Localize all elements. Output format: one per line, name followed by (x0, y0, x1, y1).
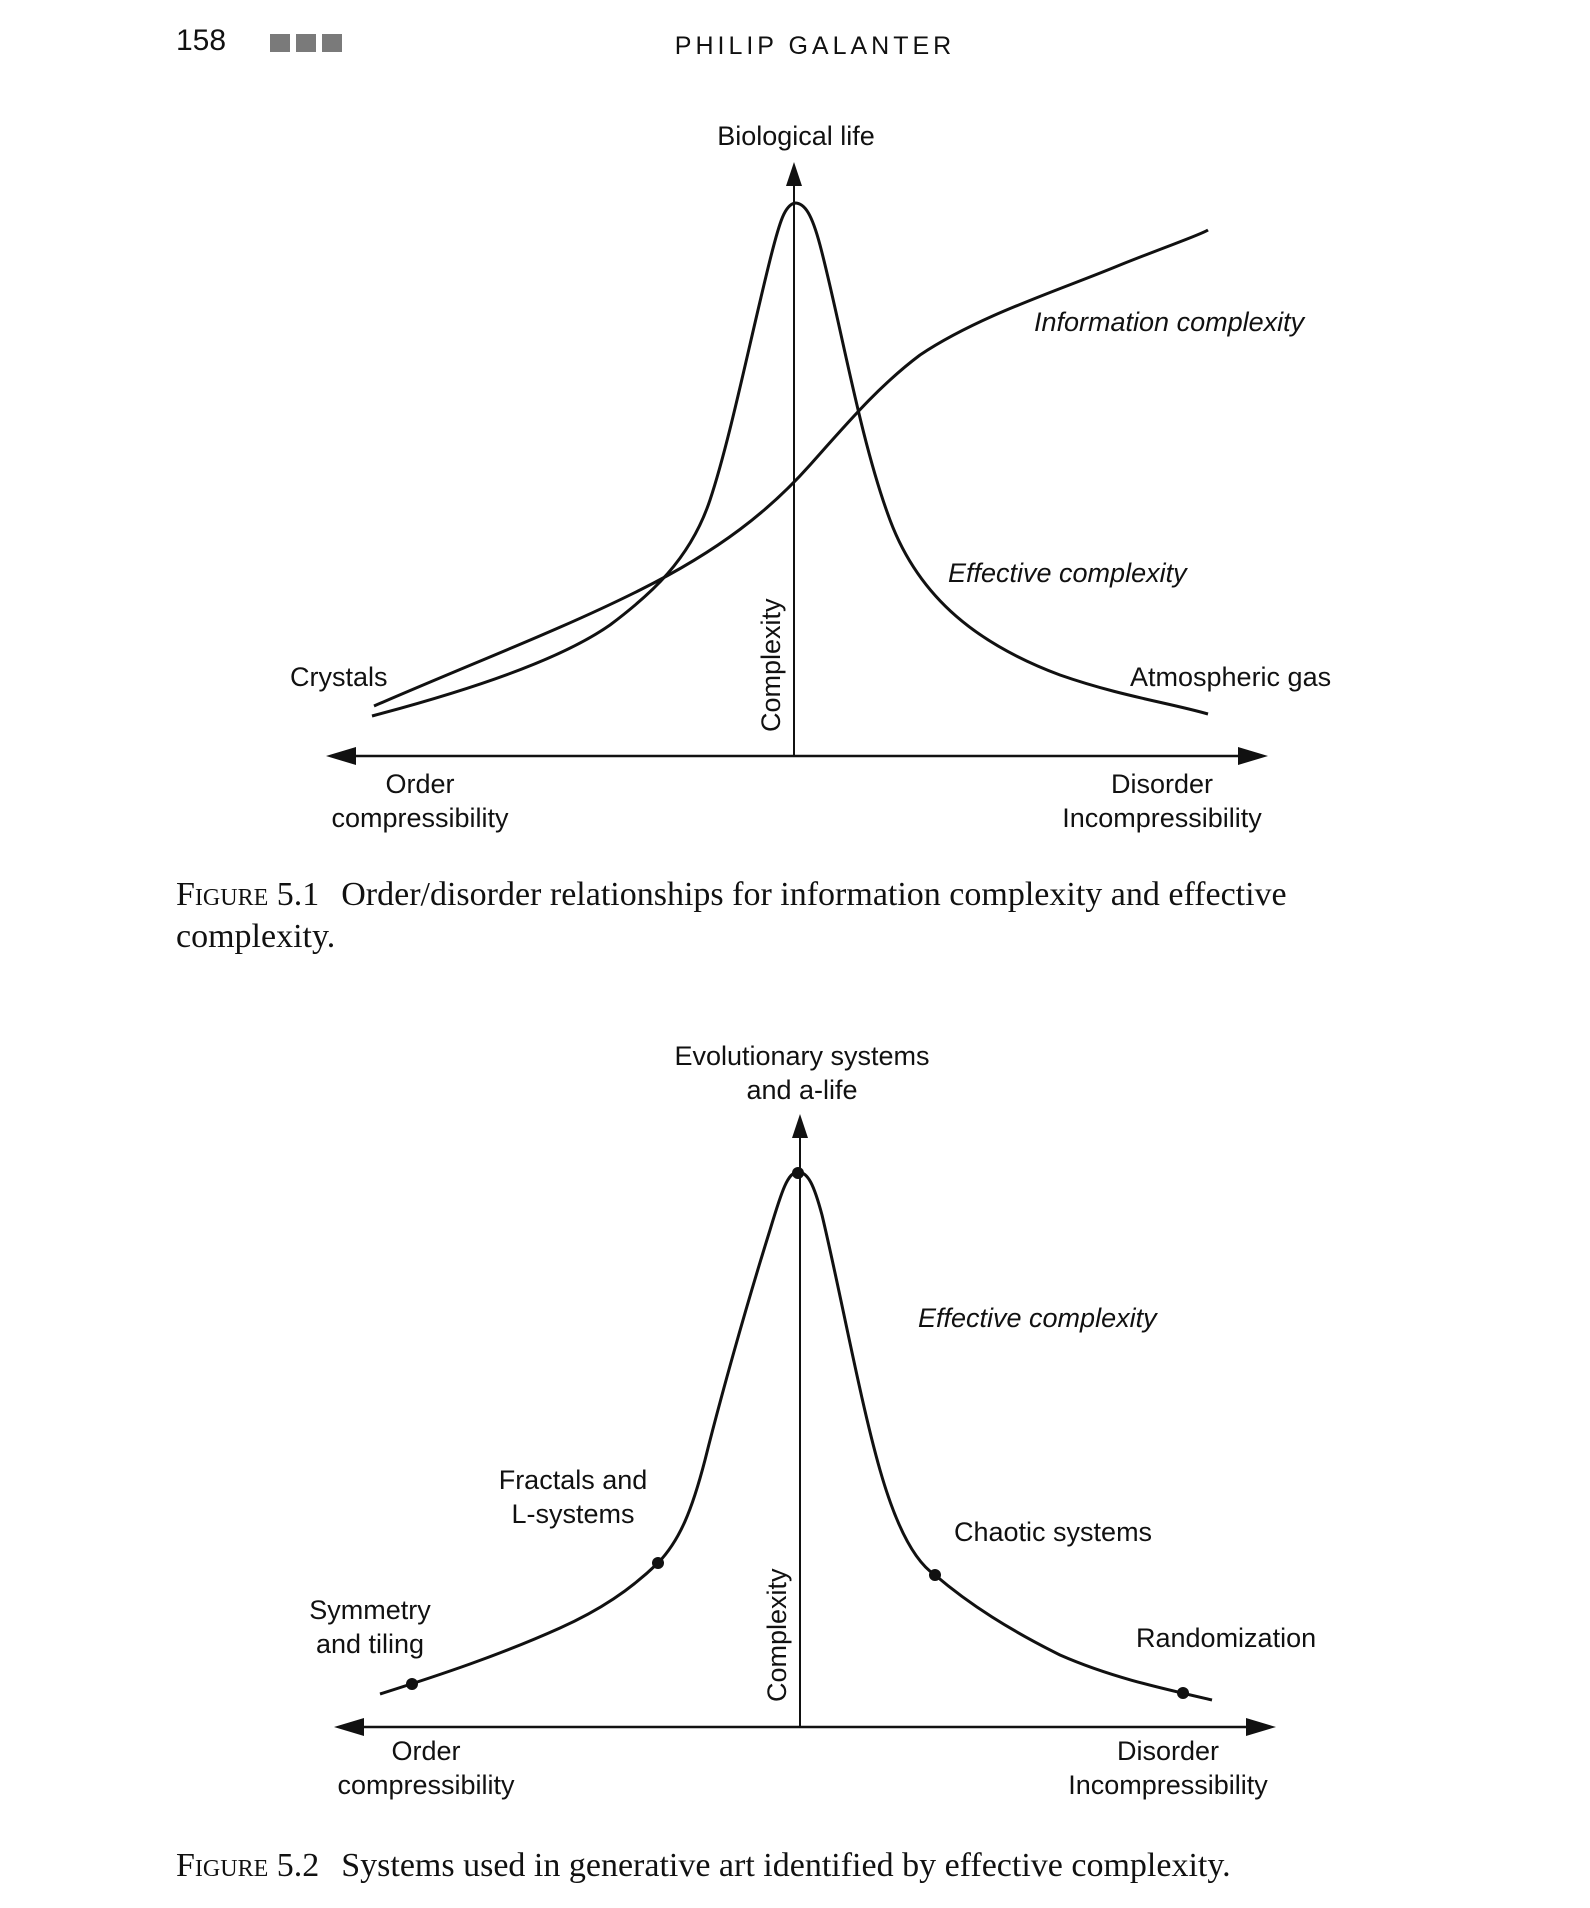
figure-1-caption (176, 874, 1416, 958)
fig1-vertical-axis-label: Complexity (756, 598, 786, 732)
fig1-x-left-label-2: compressibility (331, 803, 509, 833)
fig1-x-left-label-1: Order (385, 769, 455, 799)
figure-2-diagram (0, 1020, 1590, 1840)
fig2-x-arrow-right (1246, 1718, 1276, 1736)
fig2-fractals-label-2: L-systems (511, 1499, 635, 1529)
fig2-top-label-1: Evolutionary systems (674, 1041, 930, 1071)
fig1-atmospheric-gas-label: Atmospheric gas (1130, 662, 1332, 692)
page-number: 158 (176, 24, 227, 57)
fig2-top-label-2: and a-life (746, 1075, 858, 1105)
fig1-info-curve-label: Information complexity (1034, 307, 1305, 337)
fig2-point-chaotic (929, 1569, 941, 1581)
figure-2-caption-text: Systems used in generative art identified by effective complexity. (341, 1847, 1231, 1884)
fig2-vertical-axis-label: Complexity (762, 1568, 792, 1702)
fig1-x-arrow-right (1238, 747, 1268, 765)
fig2-x-right-label-1: Disorder (1116, 1736, 1220, 1766)
fig2-point-fractals (652, 1557, 664, 1569)
fig1-top-label: Biological life (717, 121, 875, 151)
fig2-y-arrow (792, 1114, 808, 1138)
figure-1-caption-text: Order/disorder relationships for information complexity and effective complexity. (176, 876, 1287, 955)
fig2-chaotic-label: Chaotic systems (954, 1517, 1153, 1547)
fig1-information-complexity-curve (374, 230, 1208, 706)
fig2-x-right-label-2: Incompressibility (1068, 1770, 1268, 1800)
fig2-point-randomization (1177, 1687, 1189, 1699)
fig1-y-arrow (786, 162, 802, 186)
fig2-effective-complexity-curve (380, 1172, 1212, 1700)
running-head-author: PHILIP GALANTER (674, 32, 956, 60)
fig2-symmetry-label-1: Symmetry (309, 1595, 431, 1625)
fig2-randomization-label: Randomization (1136, 1623, 1317, 1653)
fig1-effective-curve-label: Effective complexity (948, 558, 1187, 588)
figure-2-caption (176, 1845, 1416, 1887)
fig1-x-arrow-left (326, 747, 356, 765)
fig2-x-arrow-left (334, 1718, 364, 1736)
figure-1-number: Figure 5.1 (176, 876, 320, 913)
fig2-point-symmetry (406, 1678, 418, 1690)
fig2-point-evolutionary (792, 1167, 804, 1179)
fig1-crystals-label: Crystals (290, 662, 388, 692)
fig1-x-right-label-1: Disorder (1110, 769, 1214, 799)
figure-2-number: Figure 5.2 (176, 1847, 320, 1884)
fig2-x-left-label-2: compressibility (337, 1770, 515, 1800)
fig2-fractals-label-1: Fractals and (498, 1465, 648, 1495)
fig2-x-left-label-1: Order (391, 1736, 461, 1766)
fig2-symmetry-label-2: and tiling (315, 1629, 425, 1659)
fig2-effective-curve-label: Effective complexity (918, 1303, 1157, 1333)
fig1-x-right-label-2: Incompressibility (1062, 803, 1262, 833)
